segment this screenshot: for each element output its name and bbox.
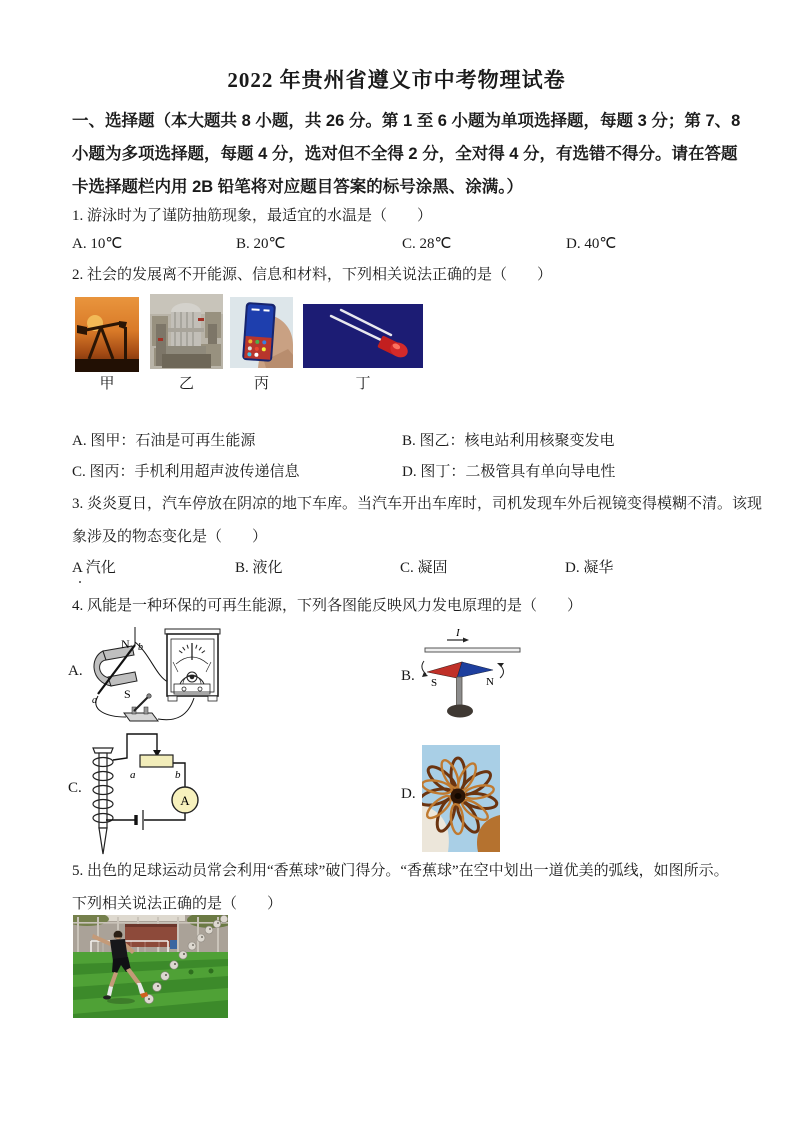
q2-image-label-ding: 丁: [355, 376, 371, 392]
magnet-north-label: N: [121, 637, 130, 651]
rheostat-a-label: a: [130, 769, 136, 781]
q1-option-a: A. 10℃: [72, 236, 123, 252]
rheostat: [140, 755, 173, 767]
q2-image-label-bing: 丙: [253, 376, 269, 392]
question-2-text: 2. 社会的发展离不开能源、信息和材料，下列相关说法正确的是（ ）: [72, 267, 553, 283]
needle-south-label: S: [431, 677, 438, 689]
magnet-south-label: S: [124, 687, 131, 701]
nuclear-power-plant-photo: [150, 294, 223, 369]
q3-option-c: C. 凝固: [400, 560, 448, 576]
q2-option-b: B. 图乙：核电站利用核聚变发电: [402, 433, 615, 449]
oil-pumpjack-sunset-photo: [75, 297, 139, 372]
section-intro-line-1: 一、选择题（本大题共 8 小题，共 26 分。第 1 至 6 小题为单项选择题，每题 3 分；第 7、8: [72, 112, 741, 130]
question-3-text-line-1: 3. 炎炎夏日，汽车停放在阴凉的地下车库。当汽车开出车库时，司机发现车外后视镜变得模糊不清。该现: [72, 496, 763, 512]
needle-north-label: N: [486, 676, 494, 688]
q1-option-d: D. 40℃: [566, 236, 617, 252]
current-label: I: [456, 627, 460, 639]
q4-option-letter-b: B.: [401, 668, 415, 684]
banana-kick-photo: [73, 915, 228, 1018]
q2-option-d: D. 图丁：二极管具有单向导电性: [402, 464, 616, 480]
question-1-text: 1. 游泳时为了谨防抽筋现象，最适宜的水温是（ ）: [72, 208, 433, 224]
page-title: 2022 年贵州省遵义市中考物理试卷: [227, 68, 566, 92]
galvanometer: [165, 629, 220, 701]
q4-option-letter-c: C.: [68, 780, 82, 796]
q2-option-c: C. 图丙：手机利用超声波传递信息: [72, 464, 300, 480]
rheostat-b-label: b: [175, 769, 181, 781]
copper-coil-photo: [422, 745, 500, 852]
rod-end-b-label: b: [138, 642, 143, 653]
q3-option-d: D. 凝华: [565, 560, 614, 576]
hand-holding-smartphone-photo: [230, 297, 293, 368]
q3-option-b: B. 液化: [235, 560, 283, 576]
question-5-text-line-1: 5. 出色的足球运动员常会利用“香蕉球”破门得分。“香蕉球”在空中划出一道优美的弧线，如图所示。: [72, 863, 729, 879]
electromagnet-circuit-diagram: [86, 730, 291, 857]
q2-option-a: A. 图甲：石油是可再生能源: [72, 433, 256, 449]
question-3-text-line-2: 象涉及的物态变化是（ ）: [72, 529, 268, 545]
q2-image-label-jia: 甲: [99, 376, 115, 392]
q3-option-a: A 汽化: [72, 560, 116, 576]
question-5-text-line-2: 下列相关说法正确的是（ ）: [72, 896, 283, 912]
q4-option-letter-d: D.: [401, 786, 416, 802]
scan-artifact-dot: [79, 581, 81, 583]
battery: [136, 810, 143, 830]
building: [125, 924, 177, 947]
q2-image-label-yi: 乙: [178, 376, 194, 392]
q4-option-letter-a: A.: [68, 663, 83, 679]
q1-option-c: C. 28℃: [402, 236, 452, 252]
question-4-text: 4. 风能是一种环保的可再生能源，下列各图能反映风力发电原理的是（ ）: [72, 598, 583, 614]
section-intro-line-2: 小题为多项选择题，每题 4 分，选对但不全得 2 分，全对得 4 分，有选错不得分。请在答题: [72, 145, 738, 163]
ammeter-label: A: [180, 793, 190, 808]
red-led-diode-photo: [303, 304, 423, 368]
oersted-experiment-diagram: [420, 626, 528, 726]
induction-experiment-diagram: [88, 620, 288, 738]
q1-option-b: B. 20℃: [236, 236, 286, 252]
rod-end-a-label: a: [92, 695, 97, 706]
section-intro-line-3: 卡选择题栏内用 2B 铅笔将对应题目答案的标号涂黑、涂满。）: [72, 178, 524, 196]
